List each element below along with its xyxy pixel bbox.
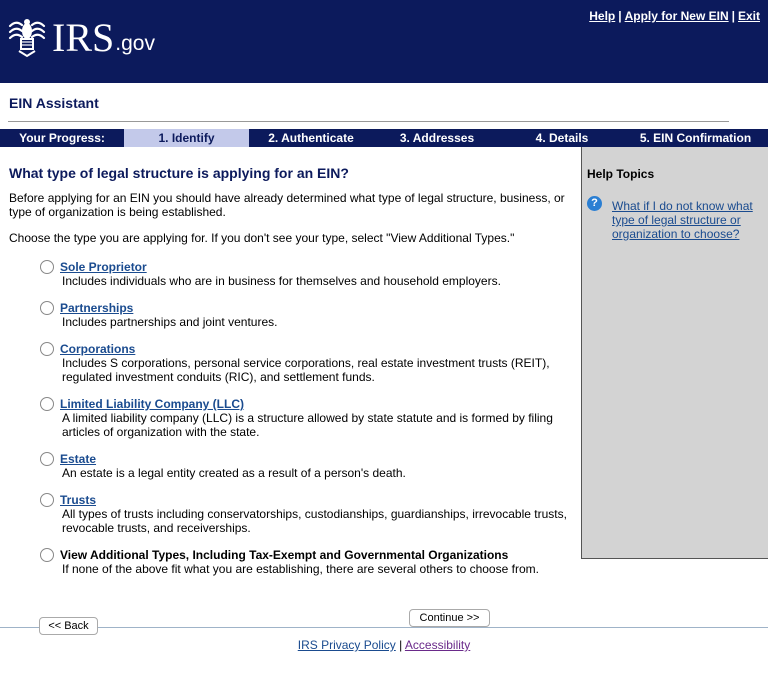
radio-trusts[interactable] — [40, 493, 54, 507]
option-description: Includes partnerships and joint ventures. — [62, 315, 278, 329]
back-button[interactable]: << Back — [39, 617, 98, 635]
site-header — [0, 0, 768, 83]
eagle-logo-icon — [6, 16, 48, 58]
top-links — [589, 9, 760, 23]
option-description: A limited liability company (LLC) is a structure allowed by state statute and is formed by filing articles of organization with the state. — [62, 411, 553, 439]
option-description: If none of the above fit what you are establishing, there are several others to choose from. — [62, 562, 539, 576]
radio-llc[interactable] — [40, 397, 54, 411]
exit-link[interactable]: Exit — [737, 9, 760, 23]
radio-additional-types[interactable] — [40, 548, 54, 562]
instruction-text: Choose the type you are applying for. If you don't see your type, select "View Additional Types." — [9, 231, 515, 245]
progress-step-identify: 1. Identify — [124, 129, 249, 147]
option-title-link[interactable]: Trusts — [60, 493, 97, 507]
help-topic-link[interactable]: What if I do not know what type of legal structure or organization to choose? — [612, 199, 753, 241]
link-separator: | — [731, 9, 735, 23]
progress-step-details: 4. Details — [535, 131, 589, 145]
option-title-link[interactable]: Estate — [60, 452, 97, 466]
app-title: EIN Assistant — [9, 95, 99, 111]
option-description: All types of trusts including conservatorships, custodianships, guardianships, irrevocable trusts, revocable trusts, and receiverships. — [62, 507, 567, 535]
option-title-link[interactable]: Corporations — [60, 342, 136, 356]
footer-divider — [0, 627, 768, 628]
link-separator: | — [618, 9, 622, 23]
radio-corporations[interactable] — [40, 342, 54, 356]
page-question: What type of legal structure is applying for an EIN? — [9, 165, 349, 181]
option-description: An estate is a legal entity created as a result of a person's death. — [62, 466, 406, 480]
option-title-link[interactable]: Limited Liability Company (LLC) — [60, 397, 245, 411]
footer-links — [0, 638, 768, 652]
option-title-link[interactable]: Sole Proprietor — [60, 260, 147, 274]
progress-label: Your Progress: — [19, 131, 105, 145]
logo-suffix: .gov — [115, 32, 155, 55]
option-description: Includes individuals who are in business for themselves and household employers. — [62, 274, 501, 288]
option-title: View Additional Types, Including Tax-Exempt and Governmental Organizations — [60, 548, 509, 562]
progress-bar — [0, 129, 768, 147]
accessibility-link[interactable]: Accessibility — [404, 638, 471, 652]
progress-step-confirmation: 5. EIN Confirmation — [639, 131, 752, 145]
progress-step-authenticate: 2. Authenticate — [268, 131, 354, 145]
privacy-policy-link[interactable]: IRS Privacy Policy — [297, 638, 396, 652]
irs-logo[interactable] — [6, 14, 155, 58]
help-topics-title: Help Topics — [587, 167, 655, 181]
progress-step-addresses: 3. Addresses — [399, 131, 475, 145]
intro-text: Before applying for an EIN you should have already determined what type of legal structure, business, or type of organization is being established. — [9, 191, 565, 219]
logo-text: IRS — [52, 15, 115, 60]
title-divider — [8, 121, 729, 122]
help-link[interactable]: Help — [589, 9, 616, 23]
radio-estate[interactable] — [40, 452, 54, 466]
option-description: Includes S corporations, personal service corporations, real estate investment trusts (REIT), regulated investment conduits (RIC), and settlement funds. — [62, 356, 550, 384]
apply-new-ein-link[interactable]: Apply for New EIN — [624, 9, 729, 23]
option-title-link[interactable]: Partnerships — [60, 301, 134, 315]
help-panel — [581, 147, 768, 559]
question-circle-icon[interactable]: ? — [587, 196, 602, 211]
footer-separator: | — [399, 638, 403, 652]
radio-sole-proprietor[interactable] — [40, 260, 54, 274]
radio-partnerships[interactable] — [40, 301, 54, 315]
continue-button[interactable]: Continue >> — [409, 609, 490, 627]
